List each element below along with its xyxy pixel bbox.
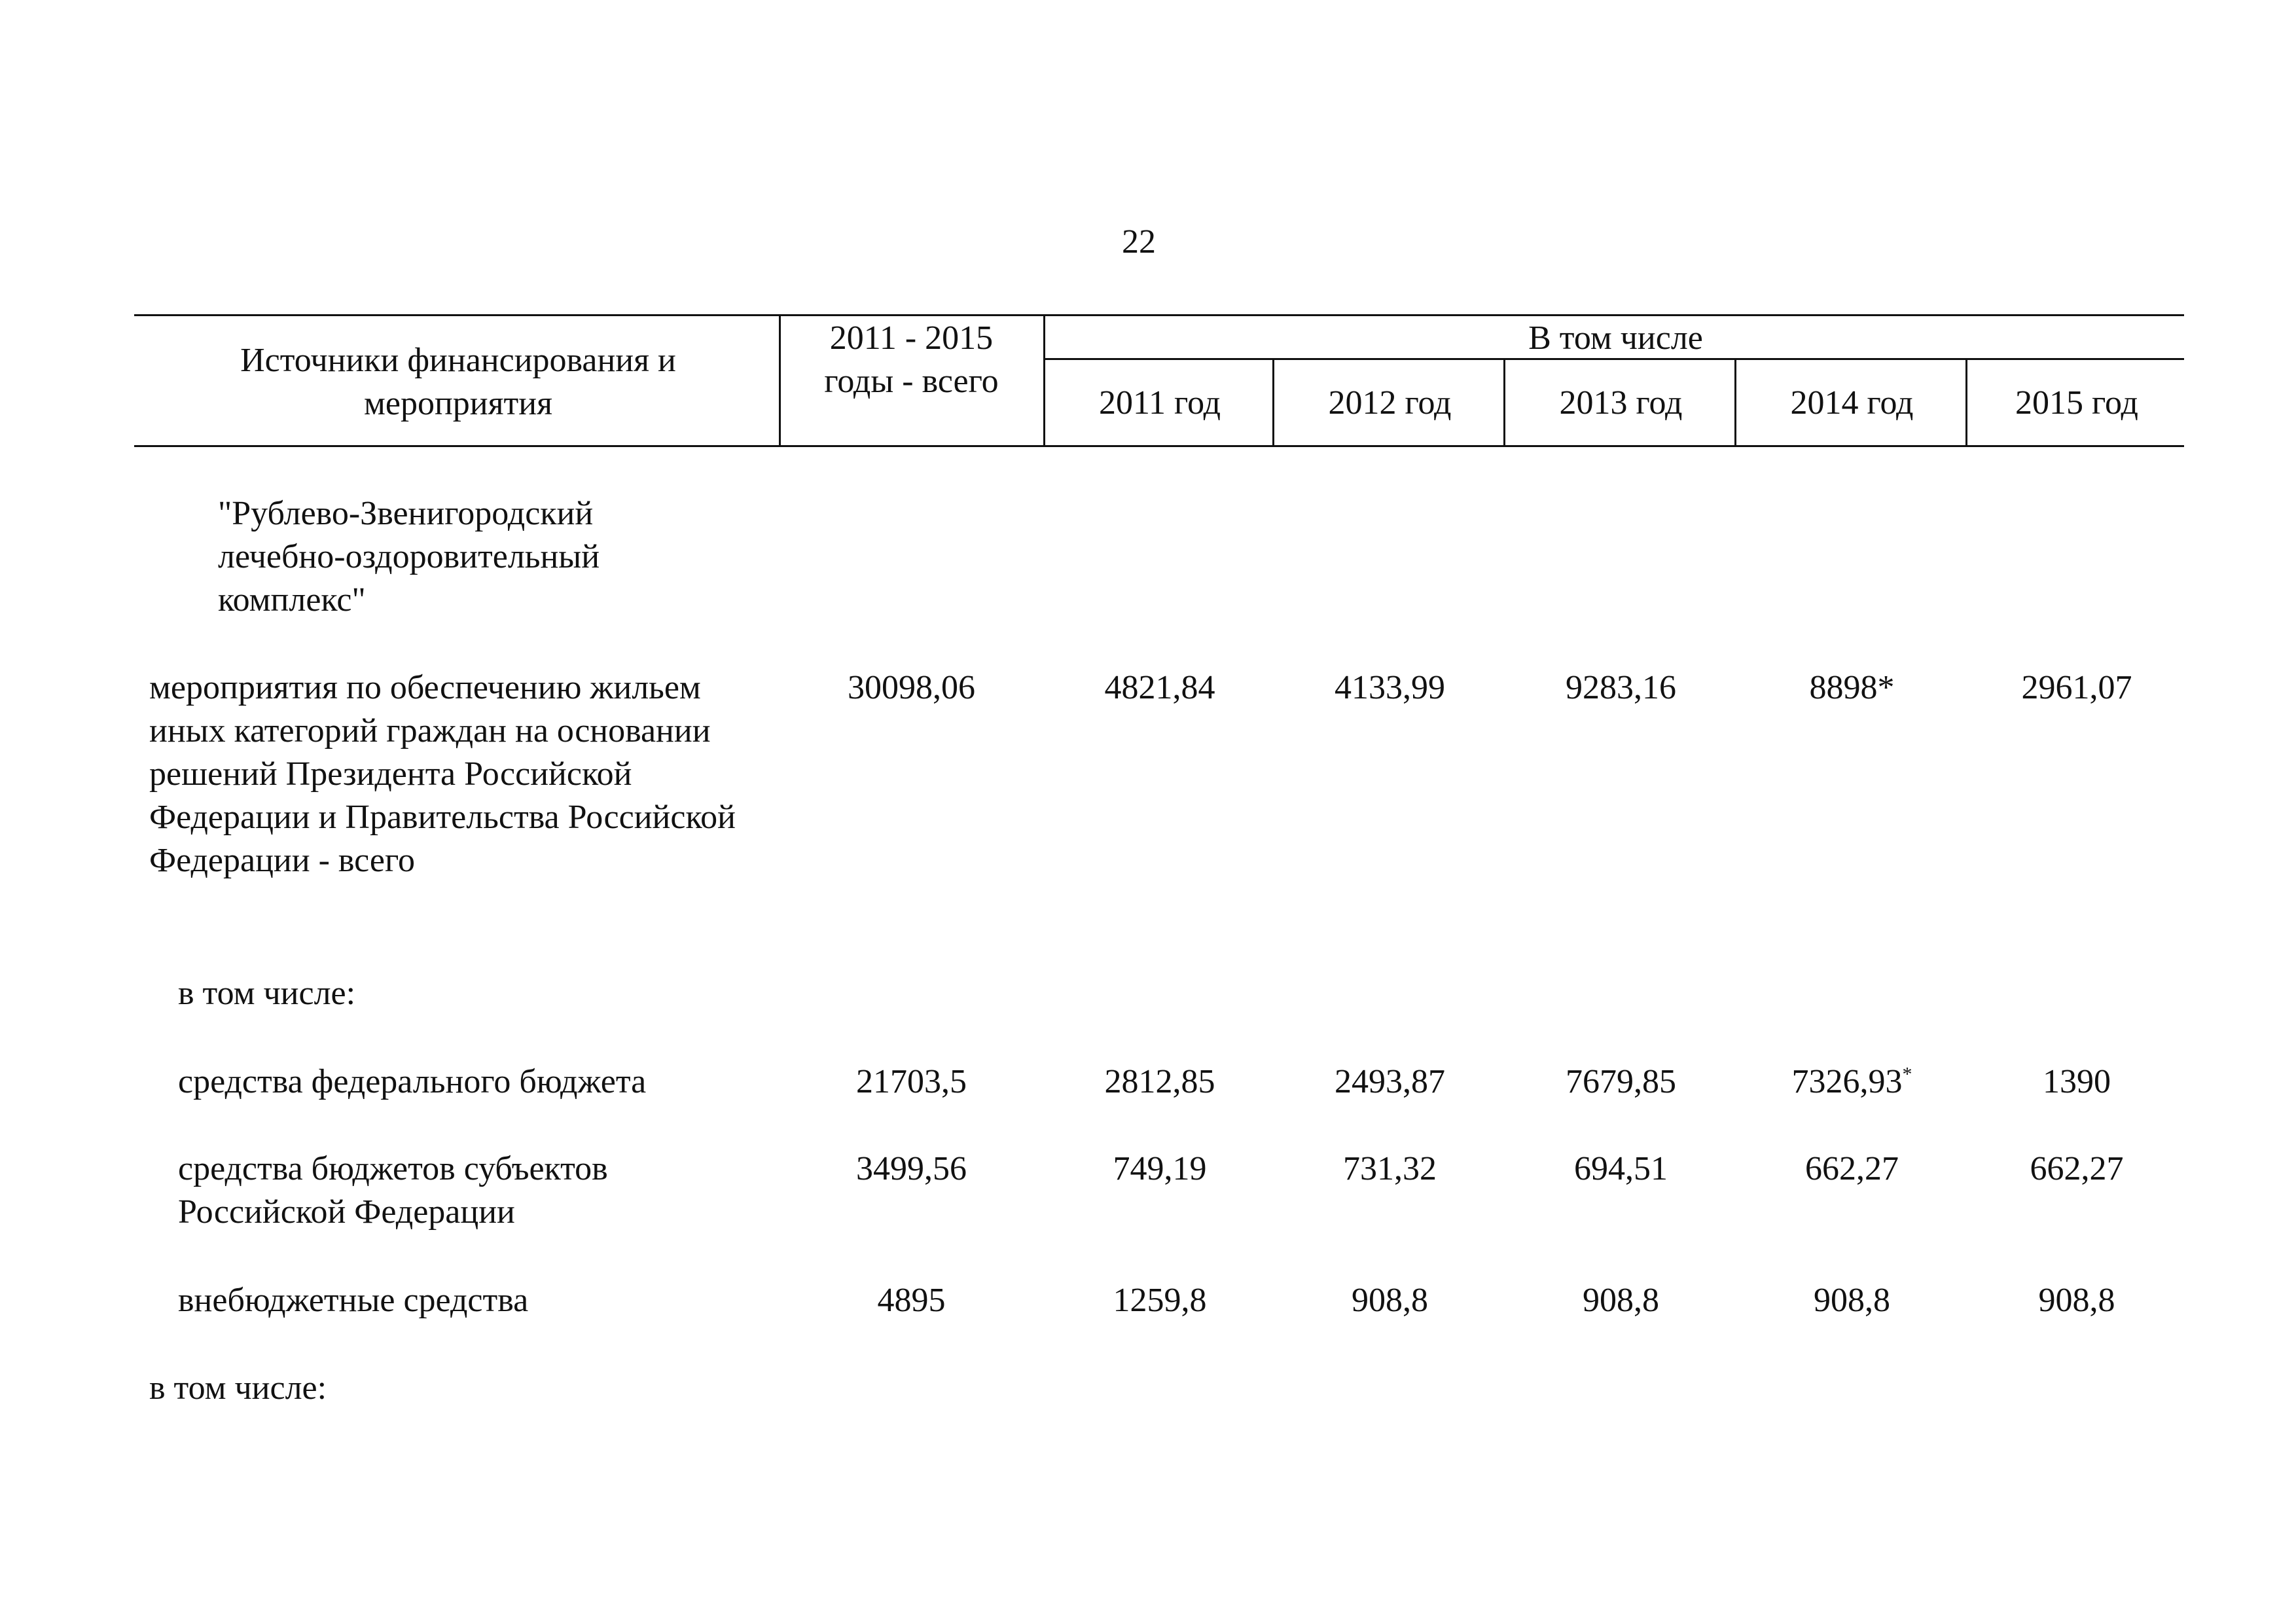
row-value-2012: 731,32 xyxy=(1343,1150,1437,1187)
column-divider xyxy=(1734,358,1736,447)
row-value-2013: 7679,85 xyxy=(1566,1063,1676,1100)
row-value-2012: 908,8 xyxy=(1352,1282,1428,1319)
header-total: 2011 - 2015 годы - всего xyxy=(824,319,999,400)
header-year-2013: 2013 год xyxy=(1559,384,1683,422)
column-divider xyxy=(1965,358,1967,447)
row-total: 4895 xyxy=(877,1282,946,1319)
row-value-2014: 8898* xyxy=(1809,669,1895,706)
org-name: "Рублево-Звенигородский лечебно-оздоровительный комплекс" xyxy=(218,495,600,619)
row-total: 21703,5 xyxy=(856,1063,967,1100)
column-divider xyxy=(779,314,781,447)
row-value-2013: 9283,16 xyxy=(1566,669,1676,706)
row-value-2014: 7326,93 xyxy=(1791,1063,1903,1100)
header-year-2011: 2011 год xyxy=(1098,384,1221,422)
row-label: средства бюджетов субъектов Российской Федерации xyxy=(178,1150,608,1231)
page-number: 22 xyxy=(1122,223,1156,261)
header-year-2012: 2012 год xyxy=(1328,384,1452,422)
row-total: 3499,56 xyxy=(856,1150,967,1187)
column-divider xyxy=(1272,358,1274,447)
row-label: внебюджетные средства xyxy=(178,1282,529,1319)
row-label: средства федерального бюджета xyxy=(178,1063,647,1100)
row-value-2014: 662,27 xyxy=(1805,1150,1899,1187)
row-label: мероприятия по обеспечению жильем иных категорий граждан на основании решений Президента Российской Федерации и Правительства Российской Федерации - всего xyxy=(149,669,736,879)
row-value-2015: 908,8 xyxy=(2038,1282,2115,1319)
row-value-2013: 694,51 xyxy=(1574,1150,1668,1187)
row-value-2014-cell xyxy=(1738,1060,1965,1104)
column-divider xyxy=(1503,358,1505,447)
subsection-label: в том числе: xyxy=(178,975,356,1012)
row-value-2013: 908,8 xyxy=(1583,1282,1659,1319)
row-value-2014: 908,8 xyxy=(1814,1282,1890,1319)
table-top-border xyxy=(134,314,2184,316)
row-value-2015: 1390 xyxy=(2043,1063,2111,1100)
row-value-2012: 2493,87 xyxy=(1335,1063,1445,1100)
header-year-2015: 2015 год xyxy=(2015,384,2138,422)
row-total: 30098,06 xyxy=(848,669,975,706)
header-bottom-border xyxy=(134,445,2184,447)
row-value-2011: 2812,85 xyxy=(1104,1063,1215,1100)
footer-label: в том числе: xyxy=(149,1369,327,1407)
row-value-2011: 749,19 xyxy=(1113,1150,1207,1187)
row-value-2012: 4133,99 xyxy=(1335,669,1445,706)
row-value-2015: 662,27 xyxy=(2030,1150,2124,1187)
header-year-2014: 2014 год xyxy=(1790,384,1914,422)
header-group: В том числе xyxy=(1528,319,1703,357)
footnote-mark: * xyxy=(1902,1063,1912,1085)
row-value-2011: 1259,8 xyxy=(1113,1282,1207,1319)
header-source: Источники финансирования и мероприятия xyxy=(240,342,676,422)
column-divider xyxy=(1043,314,1045,447)
row-value-2015: 2961,07 xyxy=(2021,669,2132,706)
row-value-2011: 4821,84 xyxy=(1104,669,1215,706)
